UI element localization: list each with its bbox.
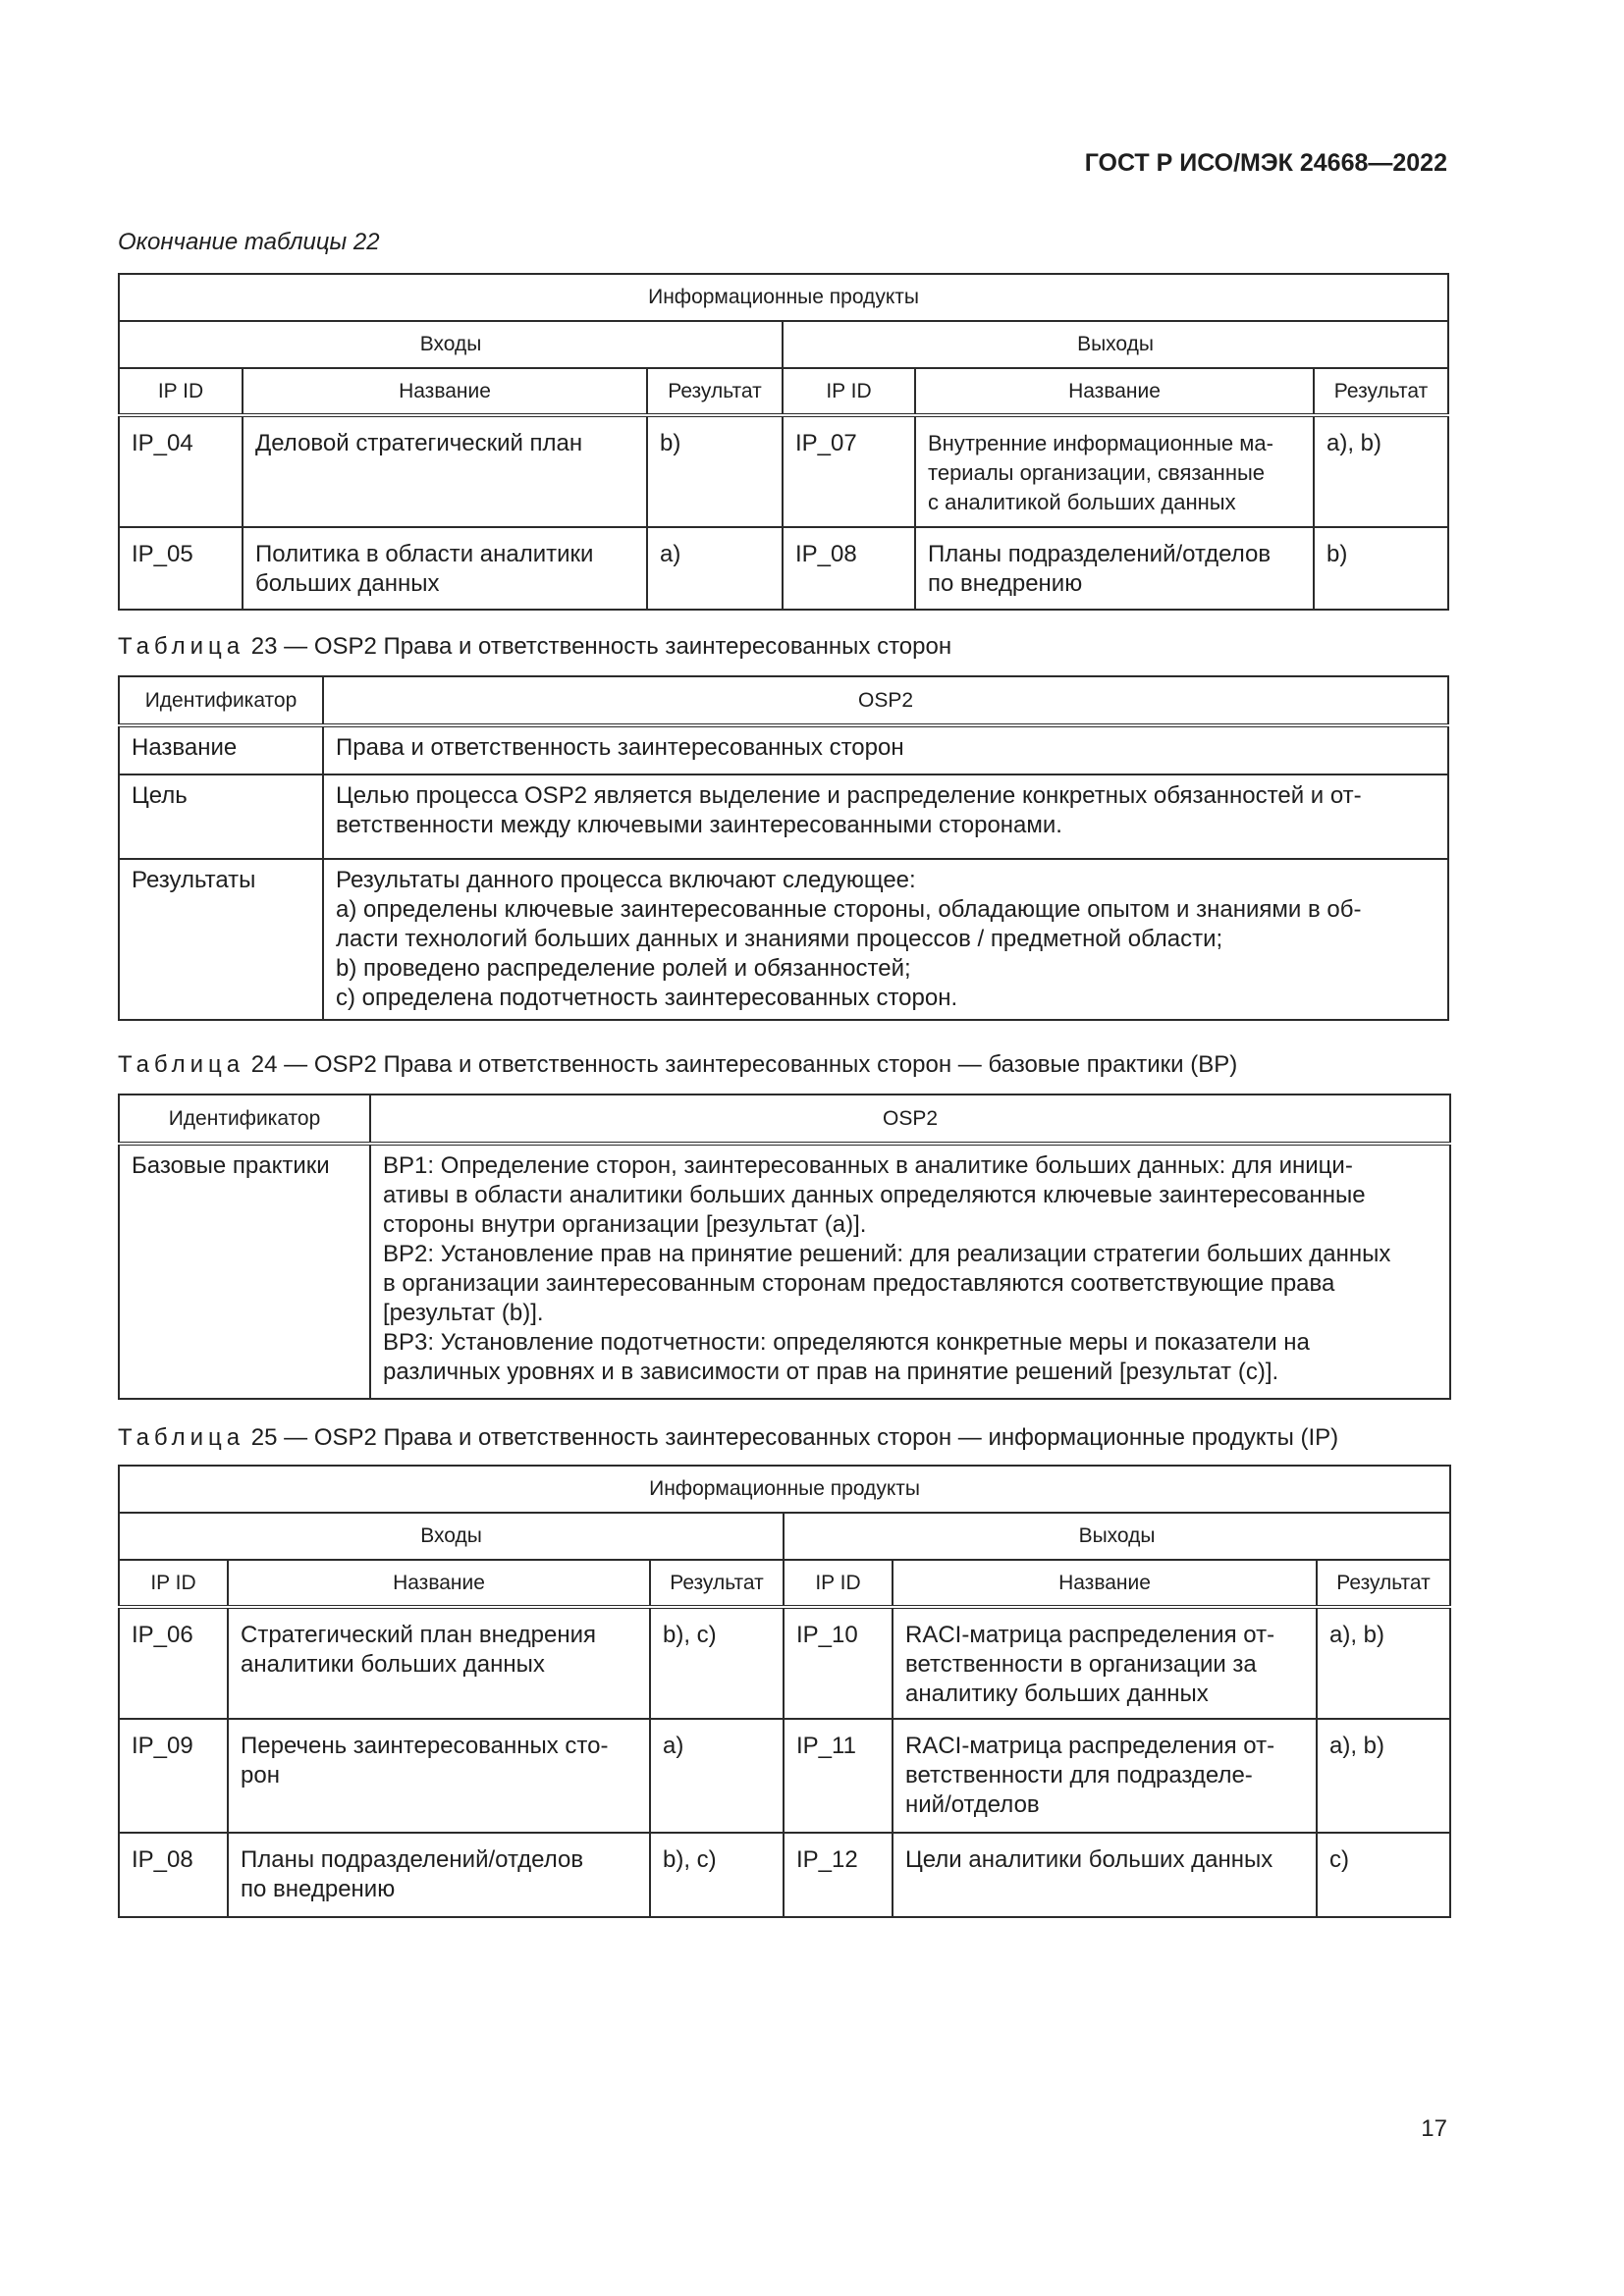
column-header: Результат xyxy=(650,1560,784,1607)
output-ip-id: IP_08 xyxy=(783,527,915,610)
table25-caption: Таблица 25 — OSP2 Права и ответственность заинтересованных сторон — информационные продукты (IP) xyxy=(118,1424,1339,1451)
input-name: Деловой стратегический план xyxy=(243,415,647,527)
base-practices-label: Базовые практики xyxy=(119,1144,370,1399)
table25-header-group: Информационные продукты xyxy=(119,1466,1450,1513)
results-label: Результаты xyxy=(119,859,323,1020)
goal-label: Цель xyxy=(119,774,323,859)
output-result: c) xyxy=(1317,1833,1450,1917)
table-row xyxy=(119,1607,1450,1719)
column-header: Название xyxy=(915,368,1314,415)
identifier-label: Идентификатор xyxy=(119,676,323,725)
output-result: a), b) xyxy=(1317,1719,1450,1833)
table25 xyxy=(118,1465,1451,1918)
output-ip-id: IP_11 xyxy=(784,1719,893,1833)
table-row xyxy=(119,527,1448,610)
output-ip-id: IP_07 xyxy=(783,415,915,527)
input-result: b), c) xyxy=(650,1607,784,1719)
column-header: Название xyxy=(228,1560,650,1607)
output-result: b) xyxy=(1314,527,1448,610)
input-result: b), c) xyxy=(650,1833,784,1917)
table22-caption: Окончание таблицы 22 xyxy=(118,229,380,255)
column-header: Результат xyxy=(1317,1560,1450,1607)
output-result: a), b) xyxy=(1317,1607,1450,1719)
table24 xyxy=(118,1094,1451,1400)
input-result: b) xyxy=(647,415,783,527)
input-name: Перечень заинтересованных сто- рон xyxy=(228,1719,650,1833)
identifier-value: OSP2 xyxy=(370,1095,1450,1144)
output-name: Цели аналитики больших данных xyxy=(893,1833,1317,1917)
output-name: Внутренние информационные ма- териалы организации, связанные с аналитикой больших данных xyxy=(915,415,1314,527)
table-row xyxy=(119,1719,1450,1833)
output-name: RACI-матрица распределения от- ветственности для подразделе- ний/отделов xyxy=(893,1719,1317,1833)
results-value: Результаты данного процесса включают следующее: а) определены ключевые заинтересованные стороны, обладающие опытом и знаниями в об- ласти технологий больших данных и знаниями процессов / предметной области; b) проведено распределение ролей и обязанностей; c) определена подотчетность заинтересованных сторон. xyxy=(323,859,1448,1020)
table22-header-group: Информационные продукты xyxy=(119,274,1448,321)
column-header: Название xyxy=(893,1560,1317,1607)
input-name: Стратегический план внедрения аналитики больших данных xyxy=(228,1607,650,1719)
column-header: IP ID xyxy=(784,1560,893,1607)
name-value: Права и ответственность заинтересованных сторон xyxy=(323,725,1448,774)
input-name: Планы подразделений/отделов по внедрению xyxy=(228,1833,650,1917)
table22-end xyxy=(118,273,1449,611)
table25-outputs-header: Выходы xyxy=(784,1513,1450,1560)
input-ip-id: IP_06 xyxy=(119,1607,228,1719)
output-name: RACI-матрица распределения от- ветственности в организации за аналитику больших данных xyxy=(893,1607,1317,1719)
input-name: Политика в области аналитики больших данных xyxy=(243,527,647,610)
input-ip-id: IP_08 xyxy=(119,1833,228,1917)
output-name: Планы подразделений/отделов по внедрению xyxy=(915,527,1314,610)
table22-inputs-header: Входы xyxy=(119,321,783,368)
column-header: Результат xyxy=(1314,368,1448,415)
document-standard-number: ГОСТ Р ИСО/МЭК 24668—2022 xyxy=(1084,149,1447,177)
name-label: Название xyxy=(119,725,323,774)
column-header: IP ID xyxy=(119,1560,228,1607)
table-row xyxy=(119,415,1448,527)
column-header: Результат xyxy=(647,368,783,415)
input-ip-id: IP_09 xyxy=(119,1719,228,1833)
output-result: a), b) xyxy=(1314,415,1448,527)
column-header: IP ID xyxy=(119,368,243,415)
table23-caption: Таблица 23 — OSP2 Права и ответственность заинтересованных сторон xyxy=(118,633,952,660)
output-ip-id: IP_12 xyxy=(784,1833,893,1917)
table22-outputs-header: Выходы xyxy=(783,321,1448,368)
input-result: a) xyxy=(650,1719,784,1833)
column-header: IP ID xyxy=(783,368,915,415)
table23 xyxy=(118,675,1449,1021)
column-header: Название xyxy=(243,368,647,415)
base-practices-value: BP1: Определение сторон, заинтересованных в аналитике больших данных: для иници- ативы в области аналитики больших данных определяются ключевые заинтересованные стороны внутри организации [результат (a)]. BP2: Установление прав на принятие решений: для реализации стратегии больших данных в организации заинтересованным сторонам предоставляются соответствующие права [результат (b)]. BP3: Установление подотчетности: определяются конкретные меры и показатели на различных уровнях и в зависимости от прав на принятие решений [результат (c)]. xyxy=(370,1144,1450,1399)
input-result: a) xyxy=(647,527,783,610)
input-ip-id: IP_04 xyxy=(119,415,243,527)
identifier-label: Идентификатор xyxy=(119,1095,370,1144)
output-ip-id: IP_10 xyxy=(784,1607,893,1719)
table24-caption: Таблица 24 — OSP2 Права и ответственность заинтересованных сторон — базовые практики (BP) xyxy=(118,1051,1238,1078)
table25-inputs-header: Входы xyxy=(119,1513,784,1560)
goal-value: Целью процесса OSP2 является выделение и распределение конкретных обязанностей и от- ветственности между ключевыми заинтересованными сторонами. xyxy=(323,774,1448,859)
identifier-value: OSP2 xyxy=(323,676,1448,725)
input-ip-id: IP_05 xyxy=(119,527,243,610)
page-number: 17 xyxy=(1421,2115,1447,2142)
table-row xyxy=(119,1833,1450,1917)
